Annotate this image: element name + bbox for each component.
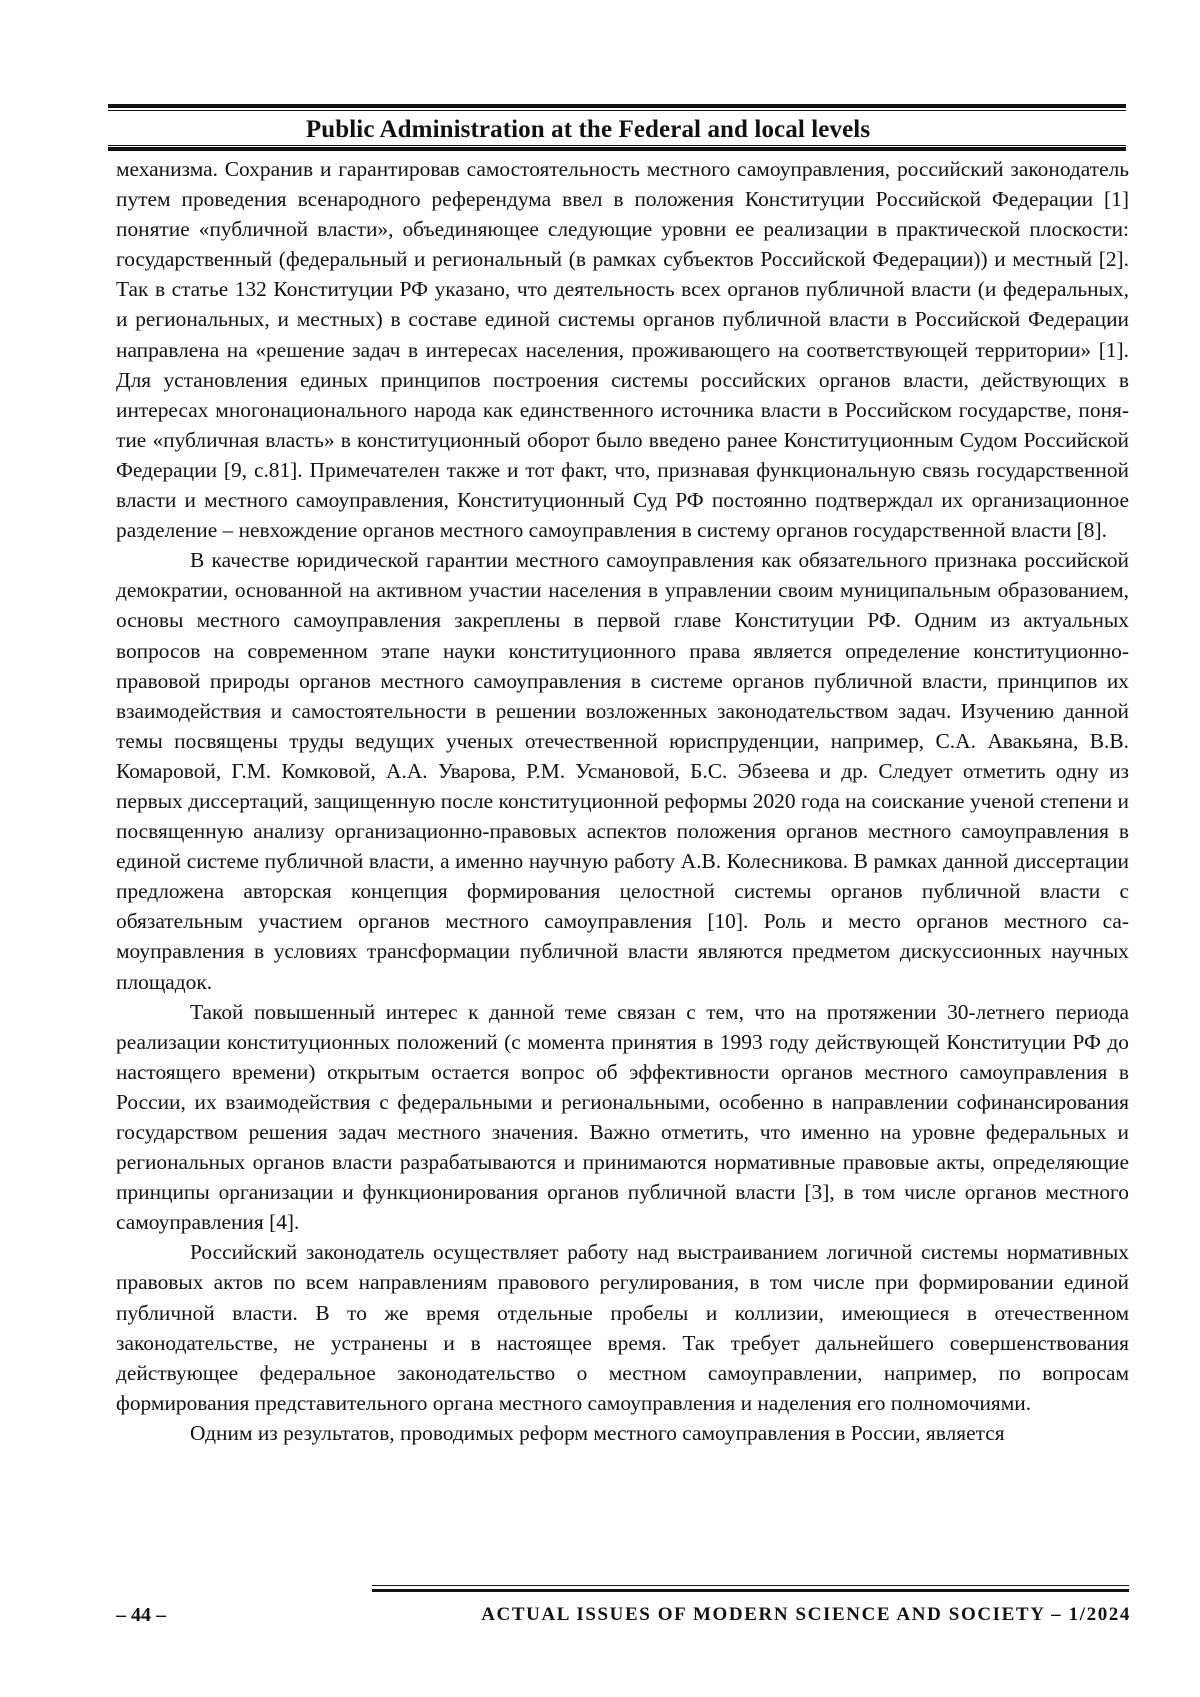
- header-rule-top-thin: [108, 110, 1126, 111]
- journal-title: ACTUAL ISSUES OF MODERN SCIENCE AND SOCIETY – 1/2024: [481, 1604, 1131, 1625]
- paragraph-4: Российский законодатель осуществляет работу над выстраиванием логичной системы нормативных правовых актов по всем направлениям правового регулирования, в том числе при формировании единой публичной власти. В то же время отдельные пробелы и коллизии, имеющиеся в отечественном законодательстве, не устранены и в настоящее время. Так требует дальнейшего совершенствования действующее федеральное законодательство о местном самоуправлении, например, по вопросам формирования представительного органа местного самоуправления и наделения его полномочиями.: [116, 1240, 1129, 1415]
- article-body: [116, 154, 1129, 1448]
- paragraph-5: Одним из результатов, проводимых реформ местного самоуправления в России, является: [190, 1420, 1005, 1445]
- header-rule-bottom-thick: [108, 147, 1126, 151]
- header-rule-top-thick: [108, 104, 1126, 108]
- page-number: – 44 –: [116, 1604, 166, 1626]
- header-rule-bottom-thin: [108, 145, 1126, 146]
- paragraph-3: Такой повышенный интерес к данной теме связан с тем, что на протяжении 30-летнего периода реализации конституционных положений (с момента принятия в 1993 году действующей Конституции РФ до настоящего времени) открытым остается вопрос об эффективности органов местного самоуправления в России, их взаимодействия с федеральными и региональными, особенно в направлении софинансирования государством решения задач местного значения. Важно отметить, что именно на уровне федеральных и региональных органов власти разрабатываются и принимаются нормативные правовые акты, определяющие принципы организации и функционирования органов публичной власти [3], в том числе органов местного самоуправления [4].: [116, 999, 1129, 1235]
- footer-rule-thick: [372, 1589, 1129, 1592]
- footer-rule-thin: [372, 1585, 1129, 1586]
- running-header-title: Public Administration at the Federal and local levels: [305, 116, 871, 143]
- paragraph-2: В качестве юридической гарантии местного самоуправления как обязательного признака российской демократии, основанной на активном участии населения в управлении своим муниципальным образованием, основы местного самоуправления закреплены в первой главе Конституции РФ. Одним из актуальных вопросов на современном этапе науки конституционного права является определение конституционно-правовой природы органов местного самоуправления в системе органов публичной власти, принципов их взаимодействия и самостоятельности в решении возложенных законодательством задач. Изучению данной темы посвящены труды ведущих ученых отечественной юриспруденции, например, С.А. Авакьяна, В.В. Комаровой, Г.М. Комковой, А.А. Уварова, Р.М. Усмановой, Б.С. Эбзеева и др. Следует отметить одну из первых диссертаций, защищенную после конституционной реформы 2020 года на соискание ученой степени и посвященную анализу организационно-правовых аспектов положения органов местного самоуправления в единой системе публичной власти, а именно научную работу А.В. Колесникова. В рамках данной диссертации предложена авторская концепция формирования целостной системы органов публичной власти с обязательным участием органов местного самоуправления [10]. Роль и место органов местного самоуправления в условиях трансформации публичной власти являются предметом дискуссионных научных площадок.: [116, 548, 1129, 994]
- paragraph-1: механизма. Сохранив и гарантировав самостоятельность местного самоуправления, российский законодатель путем проведения всенародного референдума ввел в положения Конституции Российской Федерации [1] понятие «публичной власти», объединяющее следующие уровни ее реализации в практической плоскости: государственный (федеральный и региональный (в рамках субъектов Российской Федерации)) и местный [2]. Так в статье 132 Конституции РФ указано, что деятельность всех органов публичной власти (и федеральных, и региональных, и местных) в составе единой системы органов публичной власти в Российской Федерации направлена на «решение задач в интересах населения, проживающего на соответствующей территории» [1]. Для установления единых принципов построения системы российских органов власти, действующих в интересах многонационального народа как единственного источника власти в Российском государстве, понятие «публичная власть» в конституционный оборот было введено ранее Конституционным Судом Российской Федерации [9, с.81]. Примечателен также и тот факт, что, признавая функциональную связь государственной власти и местного самоуправления, Конституционный Суд РФ постоянно подтверждал их организационное разделение – невхождение органов местного самоуправления в систему органов государственной власти [8].: [116, 157, 1129, 543]
